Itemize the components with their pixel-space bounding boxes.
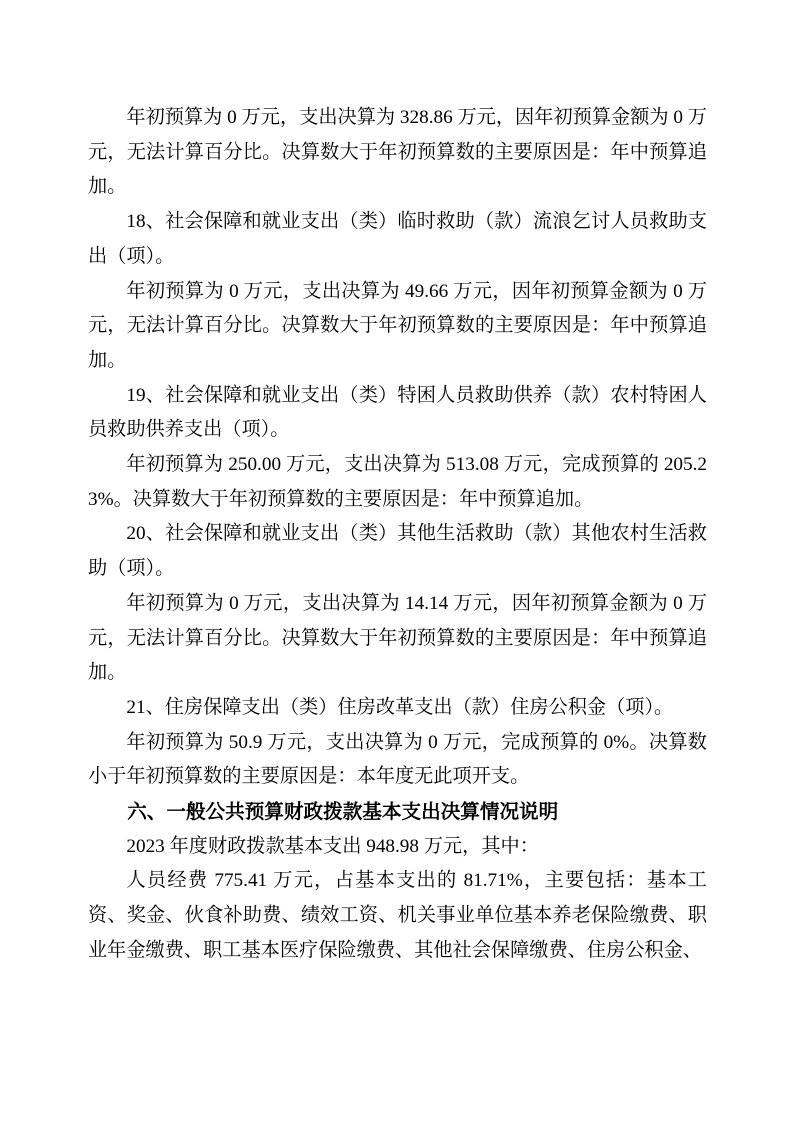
para-item20-detail: 年初预算为 0 万元，支出决算为 14.14 万元，因年初预算金额为 0 万元，无法计算百分比。决算数大于年初预算数的主要原因是：年中预算追加。 [88, 592, 707, 684]
para-item19-title: 19、社会保障和就业支出（类）特困人员救助供养（款）农村特困人员救助供养支出（项）。 [88, 384, 707, 441]
para-item21-title: 21、住房保障支出（类）住房改革支出（款）住房公积金（项）。 [126, 696, 674, 718]
para-item21-detail: 年初预算为 50.9 万元，支出决算为 0 万元，完成预算的 0%。决算数小于年初预算数的主要原因是：本年度无此项开支。 [88, 731, 707, 788]
para-item17-detail: 年初预算为 0 万元，支出决算为 328.86 万元，因年初预算金额为 0 万元，无法计算百分比。决算数大于年初预算数的主要原因是：年中预算追加。 [88, 107, 707, 198]
para-personnel-expense: 人员经费 775.41 万元，占基本支出的 81.71%，主要包括：基本工资、奖金、伙食补助费、绩效工资、机关事业单位基本养老保险缴费、职业年金缴费、职工基本医疗保险缴费、其他社会保障缴费、住房公积金、 [88, 870, 707, 961]
para-item19-detail: 年初预算为 250.00 万元，支出决算为 513.08 万元，完成预算的 205.23%。决算数大于年初预算数的主要原因是：年中预算追加。 [88, 454, 707, 510]
para-item20-title: 20、社会保障和就业支出（类）其他生活救助（款）其他农村生活救助（项）。 [88, 523, 707, 580]
para-basic-expenditure-total: 2023 年度财政拨款基本支出 948.98 万元，其中： [126, 835, 539, 857]
para-item18-detail: 年初预算为 0 万元，支出决算为 49.66 万元，因年初预算金额为 0 万元，无法计算百分比。决算数大于年初预算数的主要原因是：年中预算追加。 [88, 280, 707, 371]
para-item18-title: 18、社会保障和就业支出（类）临时救助（款）流浪乞讨人员救助支出（项）。 [88, 211, 707, 267]
section-6-heading: 六、一般公共预算财政拨款基本支出决算情况说明 [127, 801, 559, 824]
